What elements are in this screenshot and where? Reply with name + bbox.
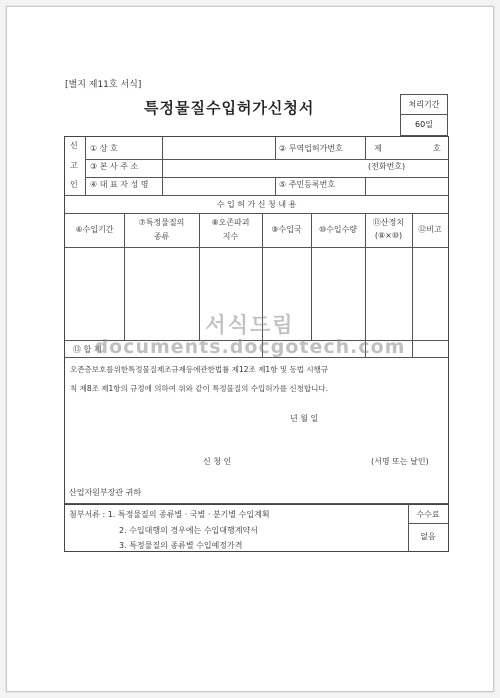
row-divider (65, 213, 448, 214)
date-label: 년 월 일 (290, 414, 319, 423)
form-number-label: [별지 제11호 서식] (65, 80, 142, 90)
processing-period-label: 처리기간 (401, 95, 447, 115)
row-divider (65, 195, 448, 196)
column-header-import-period: ⑥수입기간 (75, 225, 114, 234)
row-divider (85, 159, 448, 160)
col-divider (365, 177, 366, 195)
column-header-ozone-depletion-index: 지수 (222, 232, 239, 241)
column-header-import-quantity: ⑩수입수량 (318, 225, 358, 234)
processing-period-value: 60일 (415, 120, 433, 129)
trade-permit-no-prefix: 제 (374, 144, 382, 153)
processing-period-box (400, 94, 448, 136)
trade-permit-no-suffix: 호 (433, 144, 441, 153)
column-header-import-country: ⑨수입국 (271, 225, 302, 234)
total-label: ⑬ 합 계 (73, 345, 102, 354)
trade-permit-no-label: ② 무역업허가번호 (279, 144, 343, 153)
company-name-label: ① 상 호 (90, 144, 118, 153)
attachment-item: 3. 특정물질의 종류별 수입예정가격 (119, 541, 243, 550)
col-divider (275, 177, 276, 195)
statement-line: 오존층보호를위한특정물질제조규제등에관한법률 제12조 제1항 및 동법 시행규 (70, 365, 329, 374)
section-title: 수 입 허 가 신 청 내 용 (216, 200, 297, 209)
row-divider (85, 177, 448, 178)
head-office-address-label: ③ 본 사 주 소 (90, 162, 139, 171)
document-title: 특정물질수입허가신청서 (144, 99, 315, 117)
col-divider (85, 137, 86, 195)
fee-value: 없음 (420, 532, 436, 541)
column-header-remarks: ⑫비고 (418, 225, 442, 234)
recipient-label: 산업자원부장관 귀하 (69, 488, 142, 497)
col-divider (275, 137, 276, 159)
attachments-header: 첨부서류 : 1. 특정물질의 종류별 · 국별 · 분기별 수입계획 (69, 510, 270, 519)
watermark-title: 서식드림 (205, 313, 295, 337)
signature-label: (서명 또는 날인) (371, 457, 429, 466)
row-divider (65, 503, 448, 504)
statement-line: 칙 제8조 제1항의 규정에 의하여 위와 같이 특정물질의 수입허가를 신청합니다. (70, 384, 328, 393)
row-divider (408, 523, 448, 524)
applicant-side-char: 신 (70, 141, 78, 150)
watermark-url: documents.docgotech.com (94, 336, 406, 358)
column-header-ozone-depletion-index: ⑧오존파괴 (211, 218, 250, 227)
column-header-substance-type: ⑦특정물질의 (138, 218, 185, 227)
applicant-side-char: 인 (70, 180, 78, 189)
applicant-side-char: 고 (70, 161, 78, 170)
phone-label: (전화번호) (368, 162, 406, 171)
col-divider (365, 137, 366, 159)
column-header-calculated-value: (⑧×⑩) (374, 231, 403, 240)
fee-label: 수수료 (416, 510, 440, 519)
column-header-calculated-value: ⑪산정치 (372, 218, 405, 227)
row-divider (65, 247, 448, 248)
applicant-label: 신 청 인 (203, 457, 232, 466)
column-header-substance-type: 종류 (153, 232, 170, 241)
representative-name-label: ④ 대 표 자 성 명 (90, 180, 149, 189)
attachment-item: 2. 수입대행의 경우에는 수입대행계약서 (119, 526, 258, 535)
attachments-section (64, 503, 449, 552)
col-divider (162, 137, 163, 195)
resident-number-label: ⑤ 주민등록번호 (279, 180, 336, 189)
